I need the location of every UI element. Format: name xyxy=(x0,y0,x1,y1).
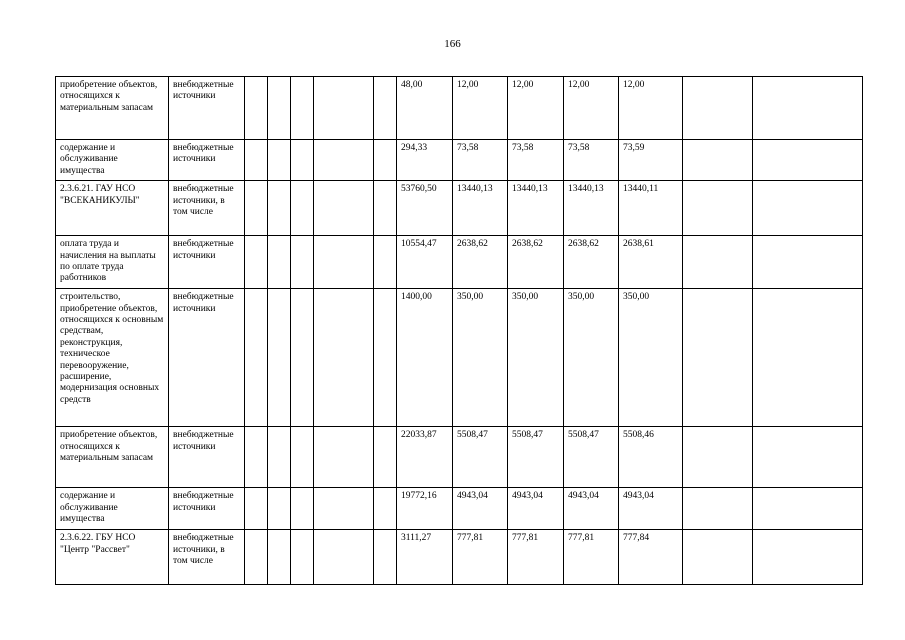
row-name-cell: приобретение объектов, относящихся к материальным запасам xyxy=(56,427,169,488)
empty-cell xyxy=(374,289,397,427)
empty-cell xyxy=(245,530,268,585)
row-name-cell: содержание и обслуживание имущества xyxy=(56,488,169,530)
value-cell: 19772,16 xyxy=(397,488,453,530)
value-cell: 73,59 xyxy=(619,140,683,181)
empty-cell xyxy=(245,77,268,140)
budget-table xyxy=(55,76,863,585)
empty-cell xyxy=(753,236,863,289)
empty-cell xyxy=(374,530,397,585)
value-cell: 777,81 xyxy=(508,530,564,585)
empty-cell xyxy=(374,140,397,181)
empty-cell xyxy=(291,427,314,488)
value-cell: 22033,87 xyxy=(397,427,453,488)
value-cell: 4943,04 xyxy=(453,488,508,530)
value-cell: 2638,62 xyxy=(508,236,564,289)
empty-cell xyxy=(753,488,863,530)
page-number: 166 xyxy=(444,38,461,50)
empty-cell xyxy=(374,236,397,289)
empty-cell xyxy=(683,488,753,530)
empty-cell xyxy=(291,488,314,530)
table-row xyxy=(56,530,863,585)
table-row xyxy=(56,289,863,427)
empty-cell xyxy=(683,427,753,488)
empty-cell xyxy=(268,530,291,585)
row-source-cell: внебюджетные источники xyxy=(169,488,245,530)
value-cell: 12,00 xyxy=(508,77,564,140)
value-cell: 53760,50 xyxy=(397,181,453,236)
empty-cell xyxy=(268,140,291,181)
value-cell: 294,33 xyxy=(397,140,453,181)
empty-cell xyxy=(245,181,268,236)
value-cell: 12,00 xyxy=(619,77,683,140)
value-cell: 13440,13 xyxy=(564,181,619,236)
empty-cell xyxy=(314,77,374,140)
empty-cell xyxy=(314,530,374,585)
value-cell: 73,58 xyxy=(453,140,508,181)
row-source-cell: внебюджетные источники, в том числе xyxy=(169,530,245,585)
value-cell: 12,00 xyxy=(564,77,619,140)
table-row xyxy=(56,77,863,140)
row-source-cell: внебюджетные источники xyxy=(169,77,245,140)
value-cell: 5508,47 xyxy=(508,427,564,488)
empty-cell xyxy=(374,488,397,530)
value-cell: 777,84 xyxy=(619,530,683,585)
row-name-cell: содержание и обслуживание имущества xyxy=(56,140,169,181)
row-source-cell: внебюджетные источники xyxy=(169,289,245,427)
value-cell: 2638,62 xyxy=(564,236,619,289)
empty-cell xyxy=(268,77,291,140)
value-cell: 5508,46 xyxy=(619,427,683,488)
value-cell: 4943,04 xyxy=(508,488,564,530)
empty-cell xyxy=(374,427,397,488)
value-cell: 5508,47 xyxy=(453,427,508,488)
empty-cell xyxy=(683,181,753,236)
table-row xyxy=(56,181,863,236)
table-row xyxy=(56,427,863,488)
value-cell: 5508,47 xyxy=(564,427,619,488)
empty-cell xyxy=(374,77,397,140)
empty-cell xyxy=(268,181,291,236)
empty-cell xyxy=(291,289,314,427)
value-cell: 10554,47 xyxy=(397,236,453,289)
value-cell: 48,00 xyxy=(397,77,453,140)
value-cell: 777,81 xyxy=(453,530,508,585)
empty-cell xyxy=(314,289,374,427)
value-cell: 13440,11 xyxy=(619,181,683,236)
value-cell: 73,58 xyxy=(564,140,619,181)
value-cell: 350,00 xyxy=(564,289,619,427)
value-cell: 350,00 xyxy=(508,289,564,427)
empty-cell xyxy=(753,530,863,585)
empty-cell xyxy=(245,140,268,181)
value-cell: 2638,62 xyxy=(453,236,508,289)
empty-cell xyxy=(753,427,863,488)
empty-cell xyxy=(245,236,268,289)
empty-cell xyxy=(245,289,268,427)
row-name-cell: оплата труда и начисления на выплаты по оплате труда работников xyxy=(56,236,169,289)
empty-cell xyxy=(291,236,314,289)
table-row xyxy=(56,236,863,289)
empty-cell xyxy=(683,530,753,585)
empty-cell xyxy=(245,488,268,530)
empty-cell xyxy=(753,77,863,140)
row-name-cell: приобретение объектов, относящихся к материальным запасам xyxy=(56,77,169,140)
value-cell: 2638,61 xyxy=(619,236,683,289)
empty-cell xyxy=(753,289,863,427)
table-row xyxy=(56,488,863,530)
empty-cell xyxy=(268,488,291,530)
empty-cell xyxy=(683,140,753,181)
row-name-cell: строительство, приобретение объектов, относящихся к основным средствам, реконструкция, техническое перевооружение, расширение, модернизация основных средств xyxy=(56,289,169,427)
value-cell: 12,00 xyxy=(453,77,508,140)
row-name-cell: 2.3.6.21. ГАУ НСО "ВСЕКАНИКУЛЫ" xyxy=(56,181,169,236)
row-source-cell: внебюджетные источники xyxy=(169,427,245,488)
empty-cell xyxy=(683,77,753,140)
row-source-cell: внебюджетные источники xyxy=(169,140,245,181)
value-cell: 350,00 xyxy=(453,289,508,427)
value-cell: 777,81 xyxy=(564,530,619,585)
empty-cell xyxy=(314,427,374,488)
empty-cell xyxy=(314,236,374,289)
empty-cell xyxy=(753,181,863,236)
value-cell: 4943,04 xyxy=(564,488,619,530)
empty-cell xyxy=(291,181,314,236)
empty-cell xyxy=(245,427,268,488)
row-source-cell: внебюджетные источники, в том числе xyxy=(169,181,245,236)
empty-cell xyxy=(314,140,374,181)
value-cell: 350,00 xyxy=(619,289,683,427)
empty-cell xyxy=(683,236,753,289)
empty-cell xyxy=(314,488,374,530)
value-cell: 1400,00 xyxy=(397,289,453,427)
empty-cell xyxy=(314,181,374,236)
table-row xyxy=(56,140,863,181)
empty-cell xyxy=(268,236,291,289)
row-name-cell: 2.3.6.22. ГБУ НСО "Центр "Рассвет" xyxy=(56,530,169,585)
empty-cell xyxy=(683,289,753,427)
empty-cell xyxy=(291,530,314,585)
value-cell: 4943,04 xyxy=(619,488,683,530)
value-cell: 13440,13 xyxy=(508,181,564,236)
empty-cell xyxy=(291,140,314,181)
empty-cell xyxy=(268,427,291,488)
value-cell: 73,58 xyxy=(508,140,564,181)
value-cell: 3111,27 xyxy=(397,530,453,585)
row-source-cell: внебюджетные источники xyxy=(169,236,245,289)
empty-cell xyxy=(374,181,397,236)
value-cell: 13440,13 xyxy=(453,181,508,236)
empty-cell xyxy=(268,289,291,427)
empty-cell xyxy=(753,140,863,181)
empty-cell xyxy=(291,77,314,140)
